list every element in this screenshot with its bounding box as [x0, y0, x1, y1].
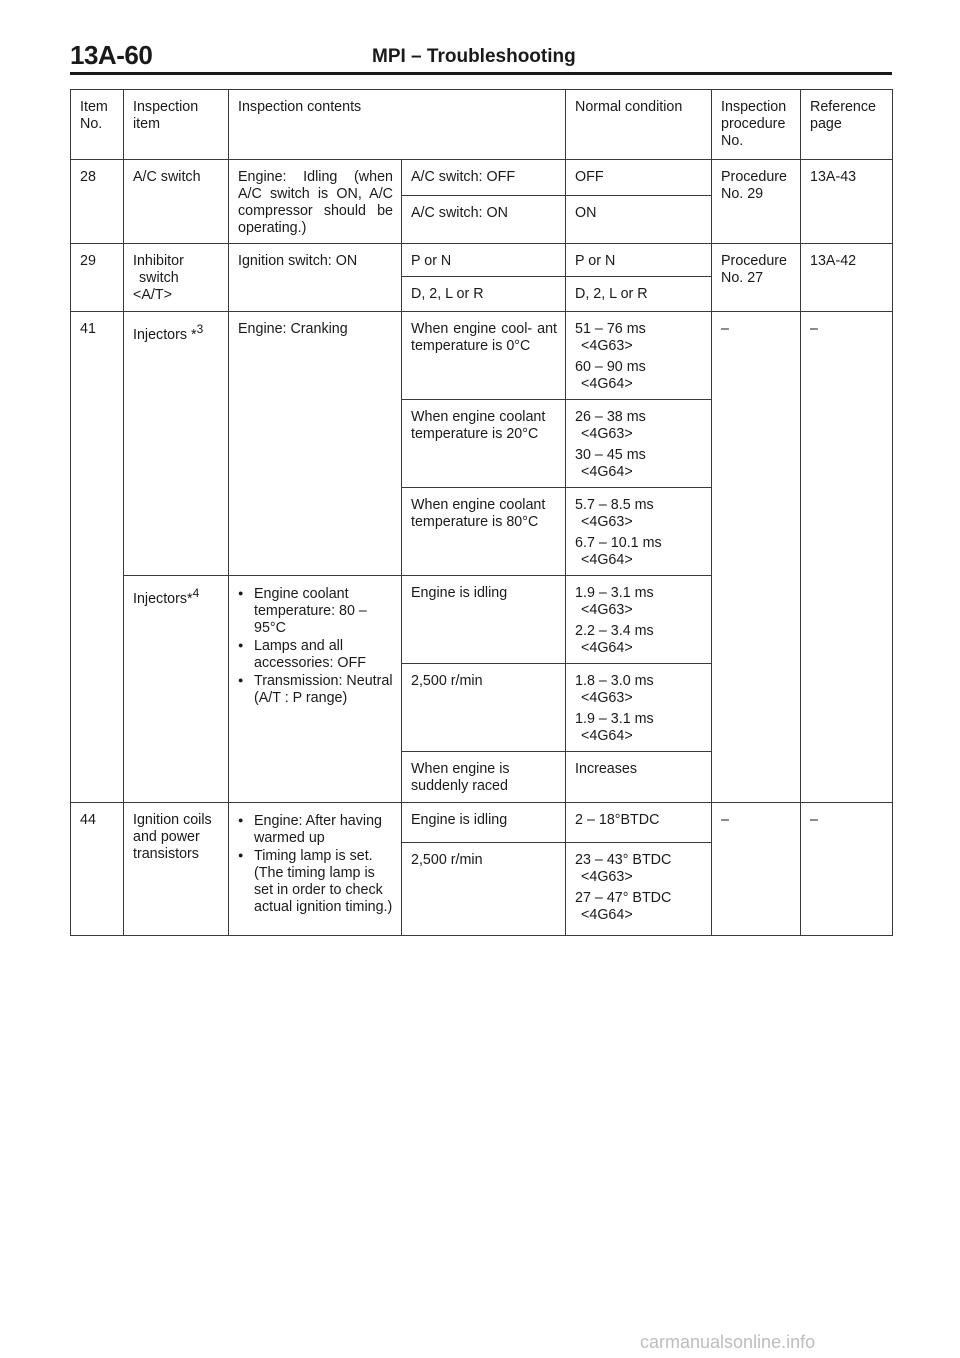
table-row: 29 Inhibitor switch <A/T> Ignition switch: ON P or N P or N Procedure No. 27 13A-42 [71, 244, 893, 277]
header-rule [70, 72, 892, 75]
section-title: MPI – Troubleshooting [372, 46, 576, 67]
table-row: 41 Injectors *$^3$ Engine: Cranking When engine cool- ant temperature is 0°C 51 – 76 ms <4G63> 60 – 90 ms <4G64> – – [71, 312, 893, 400]
header-inspection-contents: Inspection contents [229, 90, 566, 160]
watermark: carmanualsonline.info [640, 1332, 816, 1352]
header-reference-page: Reference page [801, 90, 893, 160]
table-row: A/C switch: ON ON [71, 196, 893, 244]
inspection-table [70, 89, 893, 936]
table-row: 2,500 r/min 23 – 43° BTDC <4G63> 27 – 47° BTDC <4G64> [71, 843, 893, 936]
header-procedure-no: Inspection procedure No. [712, 90, 801, 160]
table-row: Injectors*$^4$ ● Engine coolant temperature: 80 – 95°C ● Lamps and all accessories: OFF ● Transmission: Neutral (A/T : P range) Engine is idling 1.9 – 3.1 ms <4G63> 2.2 – 3.4 ms <4G64> [71, 576, 893, 664]
header-inspection-item: Inspection item [124, 90, 229, 160]
header-normal-condition: Normal condition [566, 90, 712, 160]
table-header-row [71, 90, 893, 160]
table-row: When engine coolant temperature is 20°C 26 – 38 ms <4G63> 30 – 45 ms <4G64> [71, 400, 893, 488]
table-row: When engine is suddenly raced Increases [71, 752, 893, 803]
page-number: 13A-60 [70, 40, 153, 70]
table-row: 44 Ignition coils and power transistors ● Engine: After having warmed up ● Timing lamp is set. (The timing lamp is set in order to check actual ignition timing.) Engine is idling 2 – 18°BTDC – – [71, 803, 893, 843]
table-row: 2,500 r/min 1.8 – 3.0 ms <4G63> 1.9 – 3.1 ms <4G64> [71, 664, 893, 752]
header-item-no: Item No. [71, 90, 124, 160]
page-header [70, 40, 892, 76]
table-row: When engine coolant temperature is 80°C 5.7 – 8.5 ms <4G63> 6.7 – 10.1 ms <4G64> [71, 488, 893, 576]
table-row: D, 2, L or R D, 2, L or R [71, 277, 893, 312]
table-row: 28 A/C switch Engine: Idling (when A/C switch is ON, A/C compressor should be operating.) A/C switch: OFF OFF Procedure No. 29 13A-43 [71, 160, 893, 196]
